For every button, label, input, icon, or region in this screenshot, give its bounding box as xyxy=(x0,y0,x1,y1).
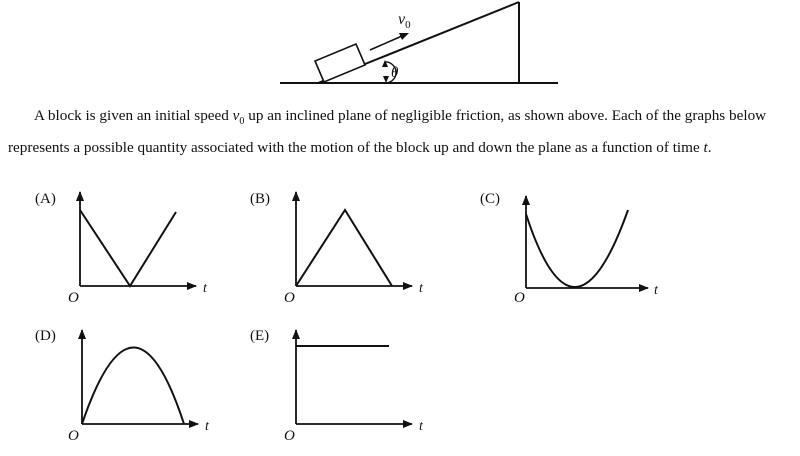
graph-e-label: (E) xyxy=(250,328,270,344)
graph-c xyxy=(480,191,659,306)
graph-a-label: (A) xyxy=(35,191,56,207)
graph-d-origin: O xyxy=(68,428,79,444)
graph-b-t-label: t xyxy=(419,281,423,296)
graph-d-curve xyxy=(82,348,184,425)
graph-c-origin: O xyxy=(514,290,525,306)
graph-d-label: (D) xyxy=(35,328,56,344)
graph-b-label: (B) xyxy=(250,191,270,207)
angle-label: θ xyxy=(391,65,399,81)
graph-a-t-label: t xyxy=(203,281,207,296)
graph-b-curve xyxy=(296,210,392,286)
question-text: A block is given an initial speed $v_0$ up an inclined plane of negligible friction, as shown above. Each of the graphs below represents a possible quantity associated with the motion of the block up and down the plane as a function of time t. xyxy=(8,107,767,157)
graph-c-curve xyxy=(526,210,628,287)
graph-a xyxy=(35,191,208,306)
graph-e-origin: O xyxy=(284,428,295,444)
graph-c-label: (C) xyxy=(480,191,500,207)
graph-a-curve xyxy=(80,210,176,286)
graph-a-origin: O xyxy=(68,290,79,306)
graph-d-t-label: t xyxy=(205,419,209,434)
graph-b-origin: O xyxy=(284,290,295,306)
graph-c-t-label: t xyxy=(654,283,658,298)
graph-e xyxy=(250,328,424,444)
graph-e-t-label: t xyxy=(419,419,423,434)
graph-b xyxy=(250,191,424,306)
graph-d xyxy=(35,328,210,444)
velocity-label: $v_0$ xyxy=(398,11,411,31)
